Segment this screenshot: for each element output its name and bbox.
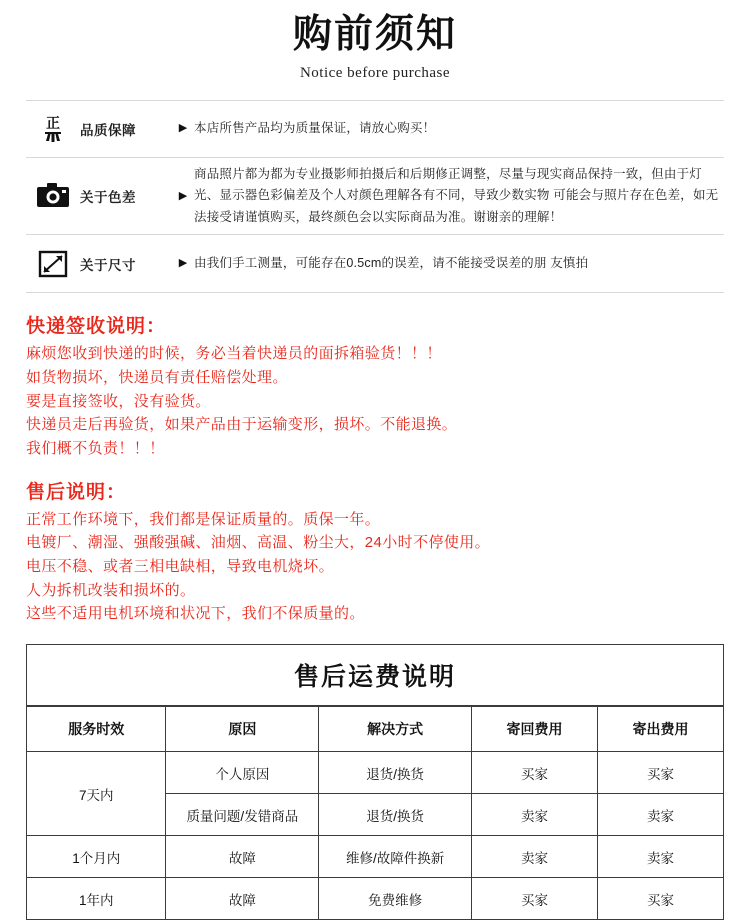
section-line: 电压不稳、或者三相电缺相，导致电机烧坏。 xyxy=(26,558,335,576)
cell-return-fee: 买家 xyxy=(472,878,598,920)
section-line: 我们概不负责！！！ xyxy=(26,440,165,458)
delivery-signing-section xyxy=(0,311,750,460)
quality-badge-icon-svg xyxy=(35,111,71,147)
cell-reason: 质量问题/发错商品 xyxy=(166,794,319,836)
camera-icon-svg xyxy=(35,178,71,214)
notice-label: 关于色差 xyxy=(80,190,136,206)
notice-text: 商品照片都为都为专业摄影师拍摄后和后期修正调整，尽量与现实商品保持一致，但由于灯光、显示器色彩偏差及个人对颜色理解各有不同，导致少数实物 可能会与照片存在色差，如无法接受请谨慎购买，最终颜色会以实际商品为准。谢谢亲的理解！ xyxy=(194,166,719,224)
table-header-row xyxy=(27,707,723,752)
notice-row xyxy=(26,100,724,158)
cell-send-fee: 买家 xyxy=(598,878,723,920)
section-line: 人为拆机改装和损坏的。 xyxy=(26,581,196,599)
page-header xyxy=(0,0,750,82)
column-header-send-fee: 寄出费用 xyxy=(598,707,723,752)
fee-table xyxy=(27,706,723,919)
camera-icon xyxy=(26,178,80,214)
arrow-right-icon: ▶ xyxy=(178,122,188,135)
column-header-return-fee: 寄回费用 xyxy=(472,707,598,752)
cell-reason: 故障 xyxy=(166,836,319,878)
section-line: 如货物损坏，快递员有责任赔偿处理。 xyxy=(26,368,288,386)
table-row xyxy=(27,836,723,878)
cell-reason: 个人原因 xyxy=(166,752,319,794)
cell-solution: 维修/故障件换新 xyxy=(319,836,472,878)
cell-send-fee: 买家 xyxy=(598,752,723,794)
cell-send-fee: 卖家 xyxy=(598,794,723,836)
column-header-period: 服务时效 xyxy=(27,707,166,752)
spacer xyxy=(0,461,750,477)
section-line: 电镀厂、潮湿、强酸强碱、油烟、高温、粉尘大，24小时不停使用。 xyxy=(26,534,491,552)
column-header-reason: 原因 xyxy=(166,707,319,752)
notice-row xyxy=(26,158,724,236)
notice-text: 本店所售产品均为质量保证，请放心购买！ xyxy=(194,121,436,136)
table-body xyxy=(27,752,723,920)
cell-period: 7天内 xyxy=(27,752,166,836)
notice-text: 由我们手工测量，可能存在0.5cm的误差，请不能接受误差的朋 友慎拍 xyxy=(194,256,589,271)
cell-solution: 退货/换货 xyxy=(319,752,472,794)
notice-label: 品质保障 xyxy=(80,122,136,138)
cell-period: 1年内 xyxy=(27,878,166,920)
table-head xyxy=(27,707,723,752)
section-line: 正常工作环境下，我们都是保证质量的。质保一年。 xyxy=(26,510,381,528)
page-subtitle: Notice before purchase xyxy=(299,64,451,81)
arrow-right-icon: ▶ xyxy=(178,189,188,202)
table-row xyxy=(27,752,723,794)
svg-text:正: 正 xyxy=(46,114,60,131)
notice-row xyxy=(26,235,724,293)
after-sales-section xyxy=(0,477,750,626)
ruler-icon-svg xyxy=(35,246,71,282)
section-line: 麻烦您收到快递的时候，务必当着快递员的面拆箱验货！！！ xyxy=(26,345,442,363)
cell-period: 1个月内 xyxy=(27,836,166,878)
notice-list xyxy=(0,100,750,294)
section-line: 这些不适用电机环境和状况下，我们不保质量的。 xyxy=(26,605,365,623)
arrow-right-icon: ▶ xyxy=(178,257,188,270)
section-heading: 售后说明： xyxy=(26,481,127,503)
cell-return-fee: 买家 xyxy=(472,752,598,794)
section-heading: 快递签收说明： xyxy=(26,316,167,338)
cell-solution: 退货/换货 xyxy=(319,794,472,836)
cell-reason: 故障 xyxy=(166,878,319,920)
quality-badge-icon xyxy=(26,111,80,147)
table-title: 售后运费说明 xyxy=(27,645,723,706)
cell-send-fee: 卖家 xyxy=(598,836,723,878)
column-header-solution: 解决方式 xyxy=(319,707,472,752)
ruler-icon xyxy=(26,246,80,282)
notice-label: 关于尺寸 xyxy=(80,257,136,273)
page-title: 购前须知 xyxy=(292,13,457,56)
section-line: 要是直接签收，没有验货。 xyxy=(26,392,211,410)
cell-return-fee: 卖家 xyxy=(472,794,598,836)
section-line: 快递员走后再验货，如果产品由于运输变形，损坏。不能退换。 xyxy=(26,416,458,434)
cell-return-fee: 卖家 xyxy=(472,836,598,878)
cell-solution: 免费维修 xyxy=(319,878,472,920)
table-row xyxy=(27,878,723,920)
